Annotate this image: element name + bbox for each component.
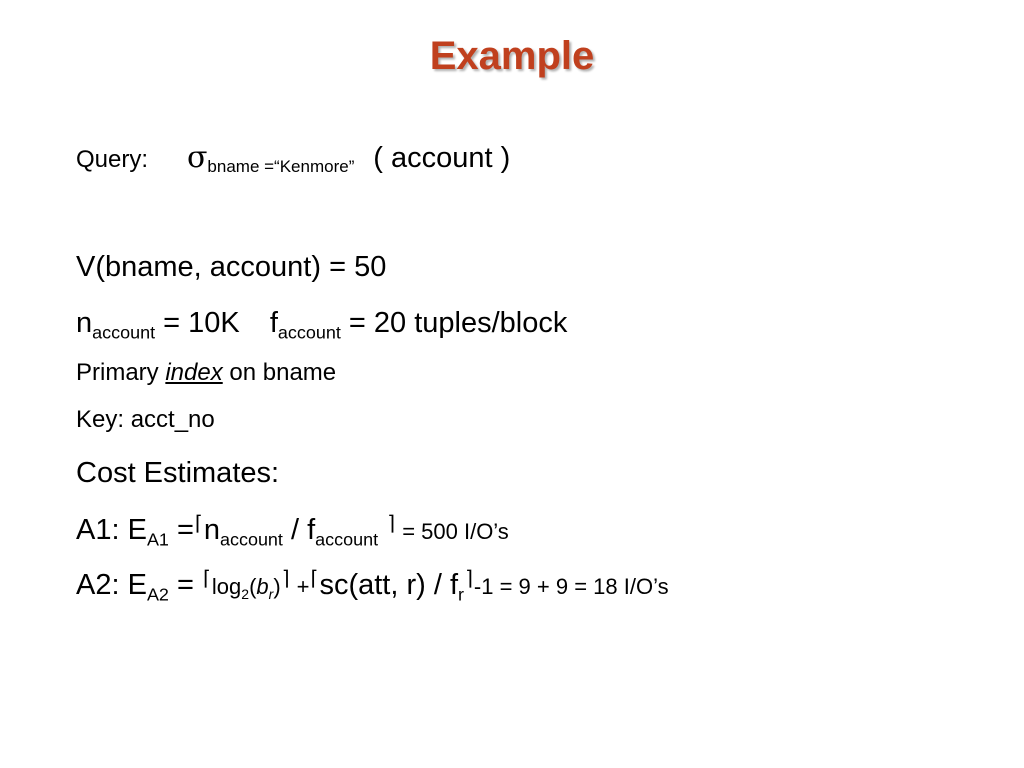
- close-paren: ): [273, 574, 281, 600]
- a1-prefix: A1: E: [76, 514, 147, 547]
- log-text: log: [211, 574, 242, 600]
- primary-prefix: Primary: [76, 359, 166, 386]
- fr-subscript: r: [458, 584, 464, 605]
- open-paren: (: [249, 574, 257, 600]
- a1-equals: =: [168, 514, 194, 547]
- query-line: [76, 140, 511, 177]
- a1-n-subscript: account: [219, 529, 283, 550]
- n-subscript: account: [92, 322, 156, 343]
- primary-suffix: on bname: [222, 359, 337, 386]
- right-ceiling-symbol-2: ⌉: [465, 566, 473, 590]
- a1-line: [76, 513, 509, 548]
- f-subscript: account: [277, 322, 341, 343]
- a1-f-subscript: account: [315, 529, 379, 550]
- f-value: = 20 tuples/block: [340, 307, 568, 339]
- left-ceiling-symbol: ⌈: [202, 566, 211, 590]
- n-symbol: n: [76, 307, 93, 339]
- left-ceiling-symbol-2: ⌈: [310, 566, 319, 590]
- left-ceiling-symbol: ⌈: [194, 511, 203, 535]
- a1-result: = 500 I/O’s: [396, 519, 509, 545]
- v-line: V(bname, account) = 50: [76, 251, 387, 283]
- query-relation: ( account ): [373, 142, 511, 174]
- b-subscript: r: [268, 586, 274, 603]
- f-symbol: f: [269, 307, 278, 339]
- selection-condition: bname =“Kenmore”: [207, 157, 355, 177]
- n-value: = 10K: [155, 307, 240, 339]
- key-line: Key: acct_no: [76, 406, 215, 433]
- a2-line: [76, 568, 669, 603]
- sc-expression: sc(att, r) / f: [319, 569, 459, 602]
- sigma-symbol: σ: [186, 140, 208, 175]
- index-word: index: [165, 359, 223, 386]
- slide-title: Example: [429, 34, 595, 78]
- a2-result: -1 = 9 + 9 = 18 I/O’s: [473, 574, 669, 600]
- right-ceiling-symbol: ⌉: [387, 511, 396, 535]
- a1-n: n: [203, 514, 220, 547]
- a2-equals: =: [168, 569, 202, 602]
- log-base: 2: [241, 586, 250, 603]
- a2-prefix: A2: E: [76, 569, 147, 602]
- primary-index-line: [76, 361, 336, 385]
- n-f-line: [76, 309, 567, 341]
- right-ceiling-symbol: ⌉: [281, 566, 290, 590]
- cost-estimates-heading: Cost Estimates:: [76, 457, 280, 489]
- plus-sign: +: [290, 574, 310, 600]
- query-label: Query:: [76, 146, 149, 173]
- a1-subscript: A1: [146, 529, 169, 550]
- a1-slash-f: / f: [282, 514, 316, 547]
- a2-subscript: A2: [146, 584, 169, 605]
- b-symbol: b: [256, 574, 269, 600]
